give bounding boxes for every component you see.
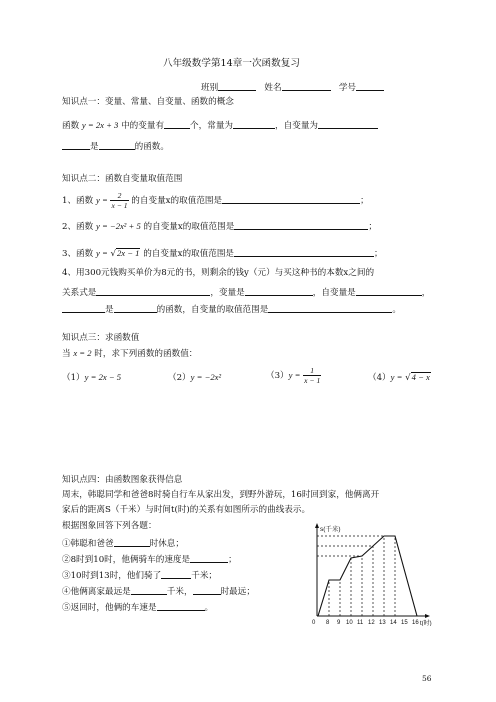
tick-label: 16: [412, 620, 419, 626]
q-text: ⑤返回时，他俩的车速是: [62, 603, 157, 613]
q2-equation: y = −2x² + 5: [95, 221, 141, 231]
x-axis-arrow: [425, 614, 430, 618]
blank[interactable]: [356, 286, 422, 296]
q4-text: 。: [392, 305, 401, 315]
q1-fraction: [110, 191, 128, 210]
q-text: 。: [204, 603, 214, 613]
item-3-denominator: x − 1: [304, 376, 321, 385]
tick-label: 14: [390, 620, 397, 626]
blank[interactable]: [161, 569, 191, 579]
q3-end: ；: [374, 249, 383, 259]
tick-label: 15: [401, 620, 408, 626]
blank[interactable]: [131, 585, 167, 595]
class-label: 班别: [201, 83, 219, 93]
q1-text: 的自变量x的取值范围是: [128, 196, 223, 206]
blank[interactable]: [234, 247, 374, 257]
s3-text: 当: [62, 349, 74, 359]
s3-text: 时，求下列函数的函数值：: [91, 349, 198, 359]
s4-question-5: [62, 601, 213, 614]
id-blank[interactable]: [356, 81, 384, 91]
s3-item-2: [168, 372, 221, 384]
s3-item-4: [368, 372, 431, 384]
q4-text: 是: [105, 305, 114, 315]
s1-text: ，自变量为: [275, 121, 319, 131]
distance-curve: [318, 536, 417, 616]
q-text: 时最远；: [220, 587, 255, 597]
blank[interactable]: [62, 303, 105, 313]
name-label: 姓名: [264, 83, 282, 93]
s4-paragraph-3: 根据图象回答下列各题：: [62, 521, 157, 531]
t-axis-label: t(时): [420, 621, 432, 626]
q4-text: ，变量是: [210, 288, 245, 298]
q3-y: y =: [95, 248, 108, 258]
s4-paragraph-2: 家后的距离S（千米）与时间t(时)的关系有如图所示的曲线表示。: [62, 505, 311, 515]
item-index: （2）: [168, 373, 191, 383]
q4-text: ，自变量是: [312, 288, 356, 298]
s4-question-4: [62, 585, 255, 598]
s2-question-4-line-2: [62, 286, 430, 299]
tick-label: 10: [346, 620, 353, 626]
s2-question-3: [62, 247, 383, 260]
q1-prefix: 1、函数: [62, 196, 96, 206]
s4-question-3: [62, 569, 217, 582]
s1-text: 个，常量为: [190, 121, 234, 131]
blank[interactable]: [190, 553, 228, 563]
tick-label: 13: [379, 620, 386, 626]
item-4-y: y =: [390, 372, 403, 382]
s4-question-1: [62, 537, 184, 550]
s4-paragraph-1: 周末，韩聪同学和爸爸8时骑自行车从家出发，到野外游玩，16时回到家，他俩离开: [62, 490, 380, 500]
tick-label: 9: [337, 620, 341, 626]
id-label: 学号: [338, 83, 357, 93]
tick-label: 11: [357, 620, 364, 626]
q-text: ③10时到13时，他们骑了: [62, 571, 162, 581]
tick-label: 12: [368, 620, 375, 626]
sqrt-symbol: √: [110, 249, 116, 259]
s-axis-label: s(千米): [320, 526, 341, 533]
q2-text: 的自变量x的取值范围是: [140, 222, 235, 232]
item-index: （3）: [266, 371, 289, 381]
q1-denominator: x − 1: [111, 201, 128, 210]
dashed-guides: [317, 536, 395, 616]
q4-text: ，: [421, 288, 431, 298]
blank[interactable]: [318, 119, 378, 129]
blank[interactable]: [99, 140, 135, 150]
s3-item-1: [62, 372, 121, 384]
blank[interactable]: [234, 220, 368, 230]
s3-intro: [62, 348, 197, 360]
section-3-heading: 知识点三：求函数值: [62, 333, 140, 343]
q-text: ②8时到10时，他俩骑车的速度是: [62, 555, 191, 565]
blank[interactable]: [164, 119, 190, 129]
s1-text: 函数: [62, 121, 82, 131]
class-blank[interactable]: [218, 81, 256, 91]
origin-label: 0: [312, 620, 316, 626]
blank[interactable]: [114, 537, 150, 547]
s3-x-value: x = 2: [73, 348, 92, 358]
s2-question-4-line-1: 4、用300元钱购买单价为8元的书，则剩余的钱y（元）与买这种书的本数x之间的: [62, 268, 375, 278]
q-text: 千米；: [191, 571, 218, 581]
q-text: 时休息；: [149, 539, 184, 549]
item-2-equation: y = −2x²: [190, 372, 222, 382]
section-4-heading: 知识点四：由函数图象获得信息: [62, 475, 183, 485]
q1-y: y =: [95, 195, 108, 205]
q-text: 千米，: [166, 587, 193, 597]
blank[interactable]: [233, 119, 275, 129]
student-info-row: [201, 81, 384, 94]
page-number: 56: [422, 674, 432, 683]
tick-label: 8: [326, 620, 330, 626]
s2-question-4-line-3: [62, 303, 401, 316]
q4-text: 关系式是: [62, 288, 97, 298]
blank[interactable]: [62, 140, 90, 150]
q-text: ④他俩离家最远是: [62, 587, 131, 597]
item-3-numerator: 1: [303, 366, 321, 376]
item-index: （4）: [368, 373, 391, 383]
blank[interactable]: [268, 303, 392, 313]
q3-prefix: 3、函数: [62, 249, 96, 259]
q1-end: ；: [360, 196, 369, 206]
blank[interactable]: [193, 585, 221, 595]
s1-text: 中的变量有: [118, 121, 165, 131]
q3-text: 的自变量x的取值范围是: [140, 249, 235, 259]
y-axis-arrow: [315, 523, 319, 528]
section-2-heading: 知识点二：函数自变量取值范围: [62, 174, 183, 184]
s4-question-2: [62, 553, 237, 566]
name-blank[interactable]: [282, 81, 331, 91]
blank[interactable]: [245, 286, 313, 296]
s1-line-1: [62, 119, 378, 132]
q-text: ；: [228, 555, 237, 565]
item-4-radicand: 4 − x: [411, 372, 430, 382]
blank[interactable]: [114, 303, 157, 313]
q2-end: ；: [368, 222, 377, 232]
q1-numerator: 2: [110, 191, 128, 201]
distance-time-graph: [306, 520, 436, 626]
q3-radicand: 2x − 1: [116, 248, 140, 258]
s3-item-3: [266, 366, 321, 385]
s1-text: 的函数。: [134, 142, 169, 152]
s1-line-2: [62, 140, 169, 153]
q-text: ①韩聪和爸爸: [62, 539, 114, 549]
blank[interactable]: [96, 286, 210, 296]
item-1-equation: y = 2x − 5: [84, 372, 122, 382]
blank[interactable]: [222, 194, 360, 204]
section-1-heading: 知识点一：变量、常量、自变量、函数的概念: [62, 97, 234, 107]
sqrt-symbol: √: [405, 373, 411, 383]
page-title: 八年级数学第14章一次函数复习: [163, 58, 300, 69]
blank[interactable]: [157, 601, 205, 611]
item-index: （1）: [62, 373, 85, 383]
s1-equation: y = 2x + 3: [81, 120, 119, 130]
q2-prefix: 2、函数: [62, 222, 96, 232]
s2-question-2: [62, 220, 377, 233]
item-3-y: y =: [288, 370, 301, 380]
item-3-fraction: [303, 366, 321, 385]
s2-question-1: [62, 191, 369, 210]
s1-text: 是: [90, 142, 99, 152]
q4-text: 的函数，自变量的取值范围是: [156, 305, 269, 315]
